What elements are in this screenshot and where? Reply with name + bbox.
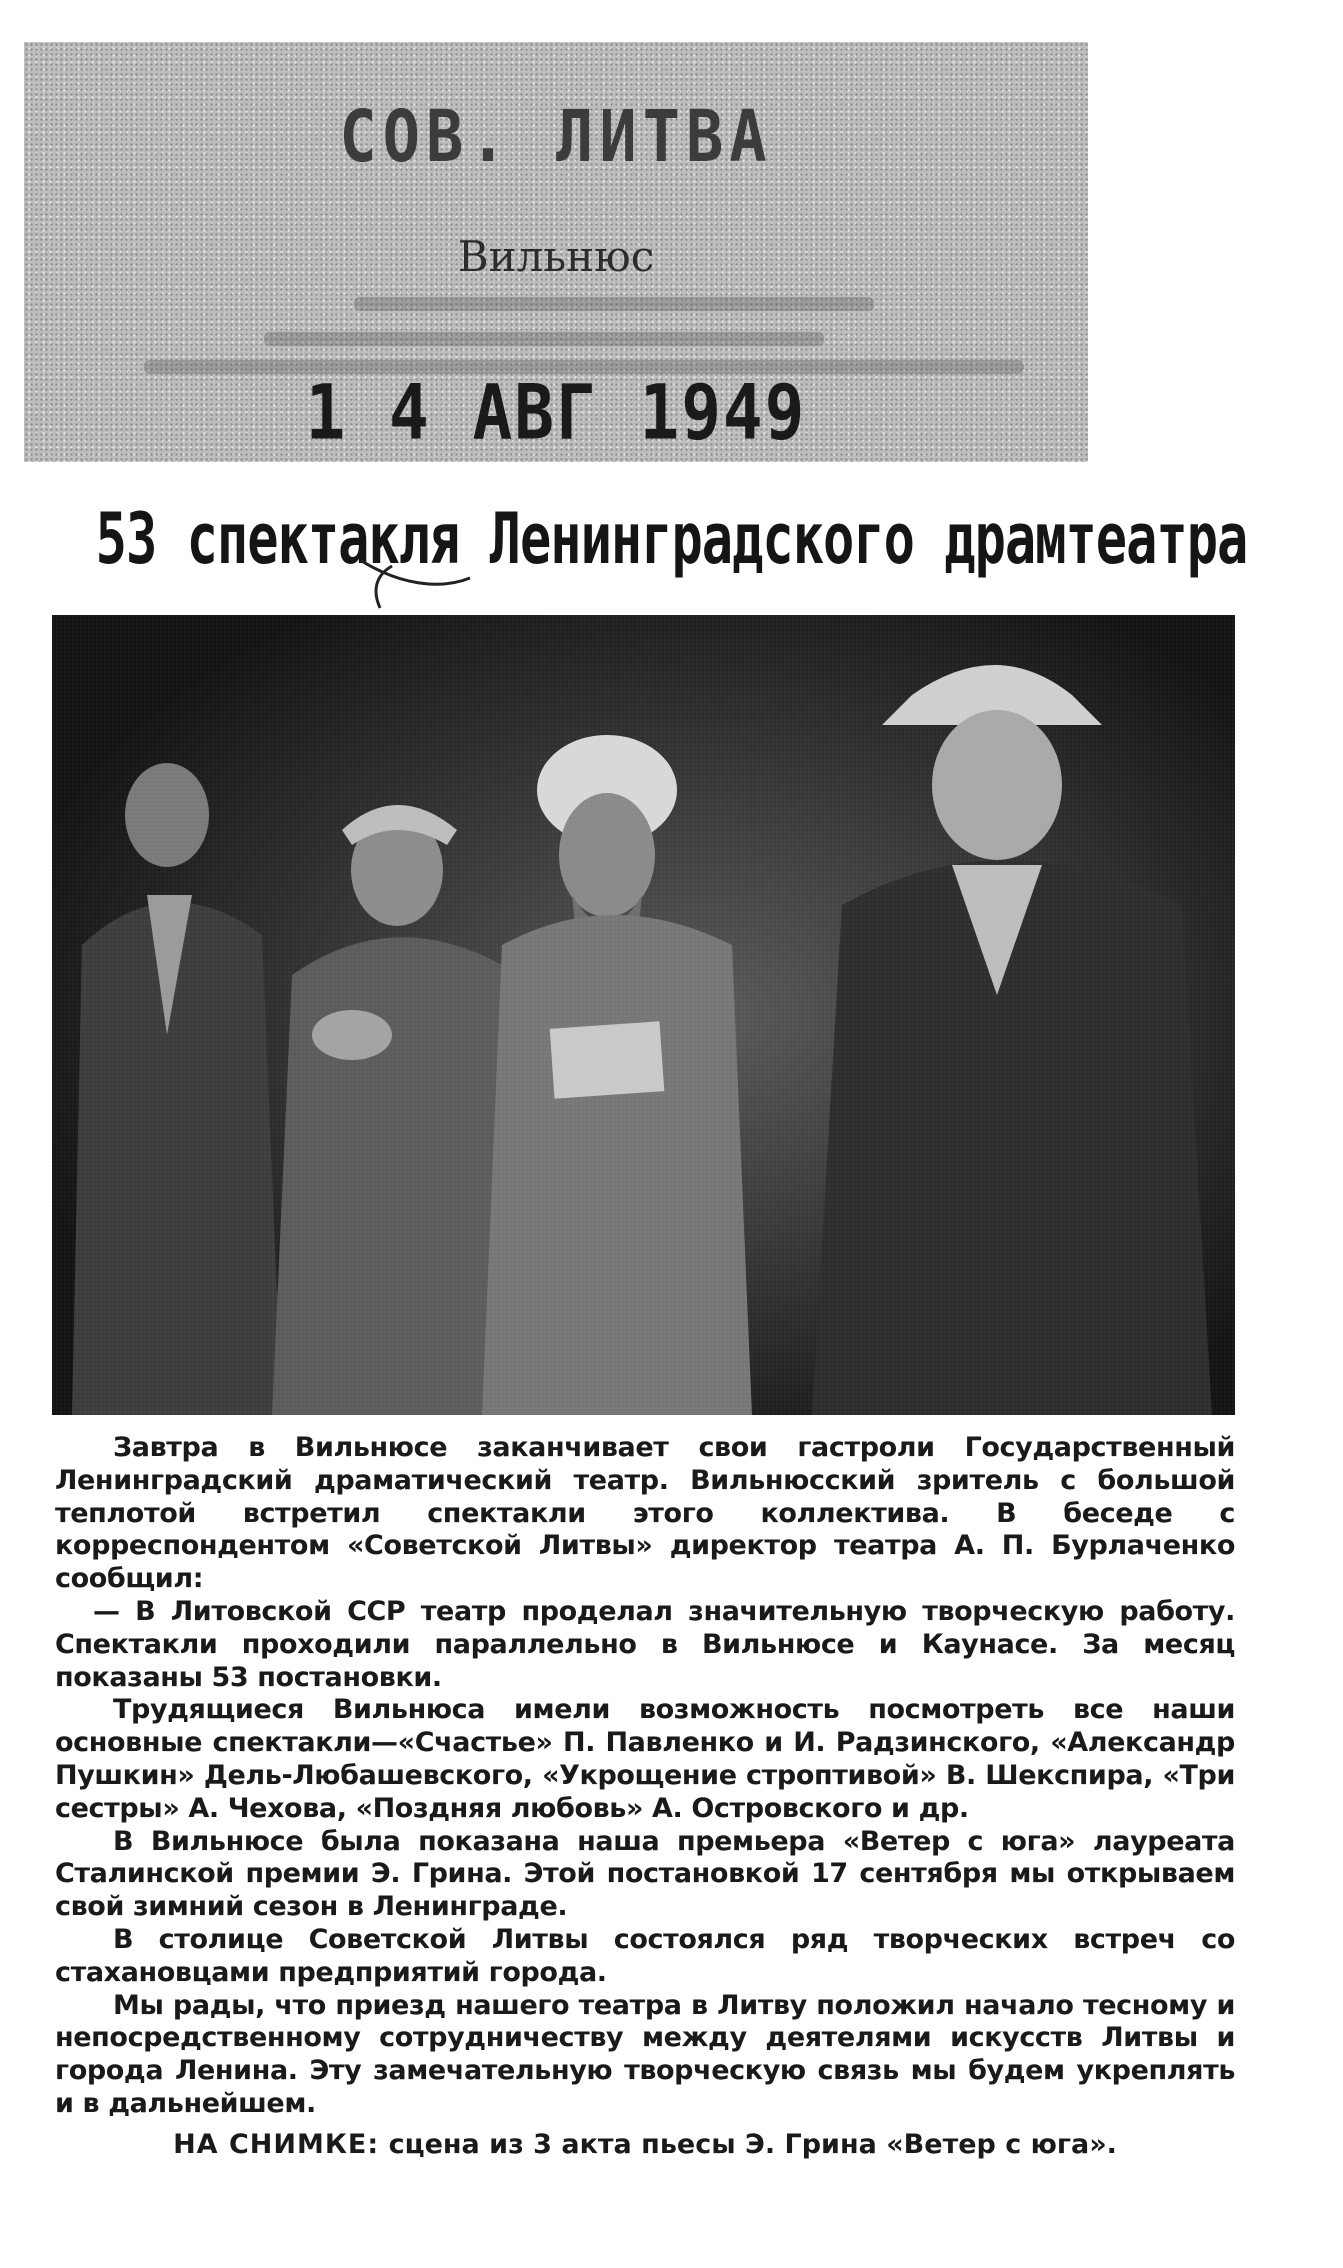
article-body bbox=[55, 1432, 1235, 2162]
article-paragraph: В Вильнюсе была показана наша премьера «Ветер с юга» лауреата Сталинской премии Э. Грина. Этой постановкой 17 сентября мы открываем свой зимний сезон в Ленинграде. bbox=[55, 1825, 1235, 1923]
photo-caption bbox=[55, 2129, 1235, 2162]
caption-text: сцена из 3 акта пьесы Э. Грина «Ветер с юга». bbox=[388, 2128, 1117, 2160]
article-paragraph: — В Литовской ССР театр проделал значительную творческую работу. Спектакли проходили параллельно в Вильнюсе и Каунасе. За месяц показаны 53 постановки. bbox=[55, 1595, 1235, 1693]
article-paragraph: Трудящиеся Вильнюса имели возможность посмотреть все наши основные спектакли—«Счастье» П. Павленко и И. Радзинского, «Александр Пушкин» Дель-Любашевского, «Укрощение строптивой» В. Шекспира, «Три сестры» А. Чехова, «Поздняя любовь» А. Островского и др. bbox=[55, 1694, 1235, 1824]
stamp-newspaper-title: СОВ. ЛИТВА bbox=[339, 94, 773, 179]
article-headline: 53 спектакля Ленинградского драмтеатра bbox=[95, 499, 1248, 581]
article-paragraph: Завтра в Вильнюсе заканчивает свои гастроли Государственный Ленинградский драматический театр. Вильнюсский зритель с большой теплотой встретил спектакли этого коллектива. В беседе с корреспондентом «Советской Литвы» директор театра А. П. Бурлаченко сообщил: bbox=[55, 1432, 1235, 1595]
stamp-date: 1 4 АВГ 1949 bbox=[305, 368, 807, 457]
article-paragraph: В столице Советской Литвы состоялся ряд творческих встреч со стахановцами предприятий города. bbox=[55, 1923, 1235, 1988]
article-paragraph: Мы рады, что приезд нашего театра в Литву положил начало тесному и непосредственному сотрудничеству между деятелями искусств Литвы и города Ленина. Эту замечательную творческую связь мы будем укреплять и в дальнейшем. bbox=[55, 1989, 1235, 2119]
stamp-city: Вильнюс bbox=[457, 232, 655, 281]
theatre-scene-photo bbox=[52, 615, 1235, 1415]
caption-lead: НА СНИМКЕ: bbox=[173, 2128, 380, 2160]
